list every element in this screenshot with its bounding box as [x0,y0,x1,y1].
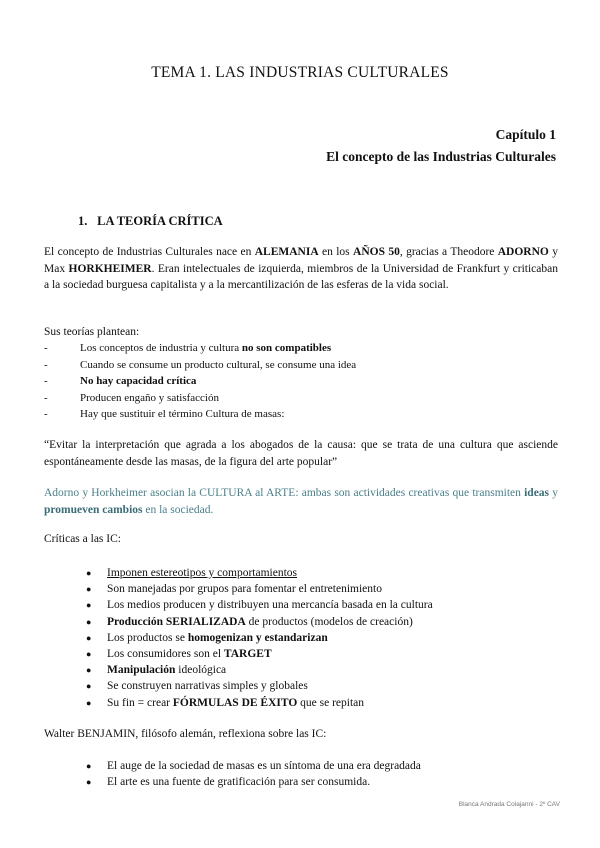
item-text: Su fin = crear [107,696,173,709]
item-bold: TARGET [223,647,272,660]
intro-text-4: y Max [44,246,558,275]
item-text: El arte es una fuente de gratificación para ser consumida. [107,776,371,789]
list-item [86,565,433,581]
item-text: de productos (modelos de creación) [245,615,413,628]
item-bold: FÓRMULAS DE ÉXITO [172,696,298,709]
item-bold: homogenizan y estandarizan [187,631,328,644]
chapter-subtitle: El concepto de las Industrias Culturales [326,149,556,164]
intro-text-3: , gracias a Theodore [399,246,498,258]
bullet-marker: ● [86,632,92,643]
bullet-marker: ● [86,616,92,627]
item-text: Cuando se consume un producto cultural, se consume una idea [80,358,357,371]
highlight-bold-ideas: ideas [524,487,550,499]
dash-marker: - [44,391,48,404]
list-item [44,373,564,390]
bullet-marker: ● [86,697,92,708]
document-title: TEMA 1. LAS INDUSTRIAS CULTURALES [151,64,449,81]
bullet-marker: ● [86,568,92,578]
item-text: Los conceptos de industria y cultura [80,342,242,354]
bullet-marker: ● [86,665,92,676]
list-item [86,662,433,678]
criticas-heading: Críticas a las IC: [44,533,121,545]
dash-marker: - [44,375,48,387]
list-item [86,695,433,711]
criticas-list [86,565,433,711]
bullet-marker: ● [86,681,92,692]
dash-marker: - [44,342,48,354]
intro-text-2: en los [318,246,354,258]
intro-paragraph [44,244,558,294]
list-item [86,597,433,613]
page-footer: Blanca Andrada Colajanni - 2º CAV [458,801,560,808]
list-item [86,774,421,790]
highlight-text-2: y [549,487,558,499]
list-item [86,630,433,646]
item-text: ideológica [175,664,227,677]
item-bold: No hay capacidad crítica [80,375,197,387]
intro-bold-horkheimer: HORKHEIMER [68,262,152,275]
highlight-text-1: Adorno y Horkheimer asocian la CULTURA al ARTE: ambas son actividades creativas que transmiten [44,487,525,499]
highlight-paragraph [44,485,558,519]
item-text: Hay que sustituir el término Cultura de masas: [80,408,285,420]
item-text: El auge de la sociedad de masas es un síntoma de una era degradada [107,760,421,772]
item-bold: no son compatibles [241,342,332,354]
benjamin-heading: Walter BENJAMIN, filósofo alemán, reflexiona sobre las IC: [44,728,327,740]
intro-text-1: El concepto de Industrias Culturales nace en [44,246,255,258]
bullet-marker: ● [86,584,92,595]
intro-bold-adorno: ADORNO [497,246,549,258]
highlight-bold-cambios: promueven cambios [44,504,143,516]
intro-text-5: . Eran intelectuales de izquierda, miembros de la Universidad de Frankfurt y criticaban a la sociedad burguesa capitalista y a la mercantilización de las esferas de la vida social. [44,262,558,291]
theories-list [44,340,564,423]
item-text: Imponen estereotipos y comportamientos [107,567,298,579]
list-item [86,758,421,774]
item-text: Producen engaño y satisfacción [80,391,219,404]
list-item [44,340,564,357]
item-text: Los medios producen y distribuyen una mercancía basada en la cultura [107,599,433,612]
bullet-marker: ● [86,600,92,611]
list-item [44,357,564,374]
intro-bold-anos: AÑOS 50 [353,246,400,258]
list-item [86,646,433,662]
item-text: Los consumidores son el [107,647,224,660]
theories-heading: Sus teorías plantean: [44,326,140,338]
highlight-text-3: en la sociedad. [142,504,214,516]
intro-bold-alemania: ALEMANIA [254,246,319,258]
item-text: Los productos se [107,631,188,644]
bullet-marker: ● [86,761,92,771]
list-item [86,614,433,630]
dash-marker: - [44,408,48,420]
item-bold: Manipulación [107,664,176,677]
item-text: Son manejadas por grupos para fomentar el entretenimiento [107,583,382,596]
list-item [44,406,564,423]
quote-paragraph: “Evitar la interpretación que agrada a los abogados de la causa: que se trata de una cultura que asciende espontáneamente desde las masas, de la figura del arte popular” [44,439,558,468]
bullet-marker: ● [86,777,92,788]
item-text: que se repitan [297,696,365,709]
chapter-label: Capítulo 1 [495,127,556,142]
section-number: 1. [78,214,88,228]
bullet-marker: ● [86,648,92,659]
list-item [86,581,433,597]
list-item [86,678,433,694]
section-title: LA TEORÍA CRÍTICA [97,214,223,228]
section-heading [78,214,223,229]
list-item [44,390,564,407]
benjamin-list [86,758,421,790]
item-bold: Producción SERIALIZADA [107,615,246,628]
dash-marker: - [44,358,48,371]
item-text: Se construyen narrativas simples y globales [107,680,308,693]
